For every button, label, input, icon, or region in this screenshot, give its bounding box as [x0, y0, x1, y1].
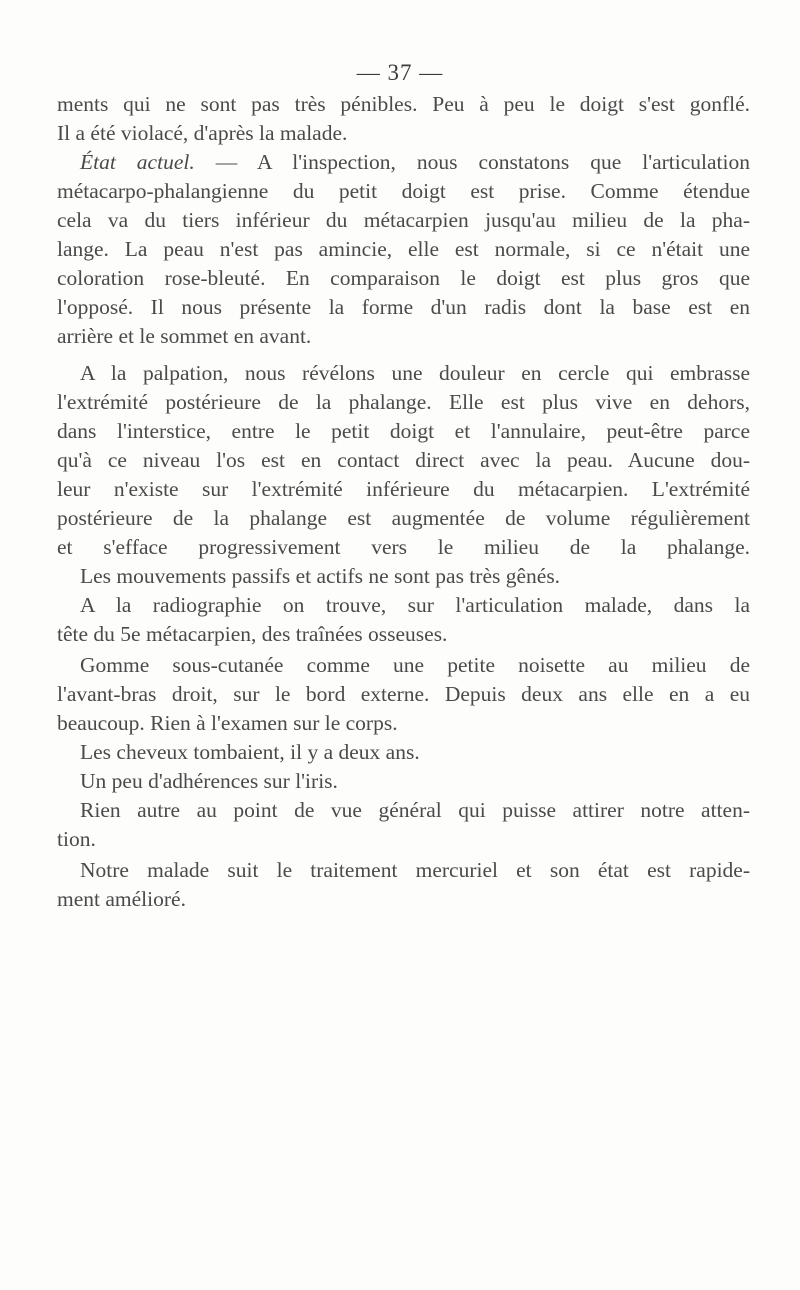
text-line: et s'efface progressivement vers le milieu de la phalange. [57, 535, 750, 559]
text-line: cela va du tiers inférieur du métacarpien jusqu'au milieu de la pha- [57, 208, 750, 232]
text-line: Les cheveux tombaient, il y a deux ans. [80, 740, 420, 764]
text-line: Notre malade suit le traitement mercuriel et son état est rapide- [80, 858, 750, 882]
text-line: beaucoup. Rien à l'examen sur le corps. [57, 711, 398, 735]
text-line: métacarpo-phalangienne du petit doigt est prise. Comme étendue [57, 179, 750, 203]
text-line: tête du 5e métacarpien, des traînées osseuses. [57, 622, 448, 646]
section-heading: État actuel. [80, 150, 195, 174]
text-line: Gomme sous-cutanée comme une petite noisette au milieu de [80, 653, 750, 677]
text-line: lange. La peau n'est pas amincie, elle est normale, si ce n'était une [57, 237, 750, 261]
text-line: A la radiographie on trouve, sur l'articulation malade, dans la [80, 593, 750, 617]
text-line: l'opposé. Il nous présente la forme d'un radis dont la base est en [57, 295, 750, 319]
text-line: A la palpation, nous révélons une douleur en cercle qui embrasse [80, 361, 750, 385]
text-line: qu'à ce niveau l'os est en contact direct avec la peau. Aucune dou- [57, 448, 750, 472]
text-line: ments qui ne sont pas très pénibles. Peu à peu le doigt s'est gonflé. [57, 92, 750, 116]
text-line: Il a été violacé, d'après la malade. [57, 121, 348, 145]
text-line: Rien autre au point de vue général qui puisse attirer notre atten- [80, 798, 750, 822]
text-line: l'avant-bras droit, sur le bord externe. Depuis deux ans elle en a eu [57, 682, 750, 706]
text-line: coloration rose-bleuté. En comparaison le doigt est plus gros que [57, 266, 750, 290]
text-line [80, 148, 750, 176]
text-line: Les mouvements passifs et actifs ne sont pas très gênés. [80, 564, 561, 588]
text-line: dans l'interstice, entre le petit doigt et l'annulaire, peut-être parce [57, 419, 750, 443]
text-line: leur n'existe sur l'extrémité inférieure du métacarpien. L'extrémité [57, 477, 750, 501]
text-line: ment amélioré. [57, 887, 186, 911]
text-line: Un peu d'adhérences sur l'iris. [80, 769, 338, 793]
text-line: l'extrémité postérieure de la phalange. Elle est plus vive en dehors, [57, 390, 750, 414]
page-number: — 37 — [356, 60, 444, 85]
text-line: arrière et le sommet en avant. [57, 324, 312, 348]
text-fragment: — A l'inspection, nous constatons que l'articulation [215, 150, 750, 174]
text-line: tion. [57, 827, 96, 851]
text-line: postérieure de la phalange est augmentée de volume régulièrement [57, 506, 750, 530]
